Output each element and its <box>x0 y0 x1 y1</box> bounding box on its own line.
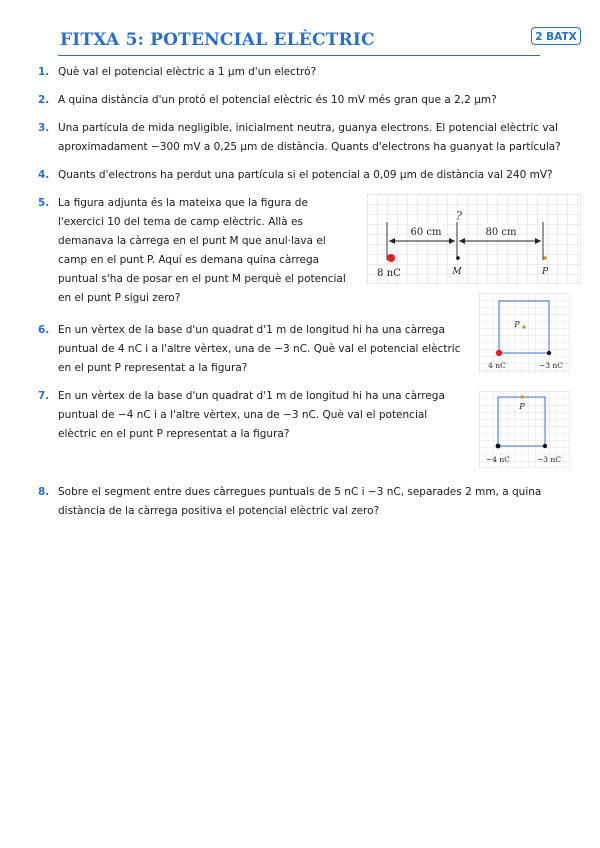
question-number: 4. <box>38 169 50 181</box>
point-m-label: M <box>452 267 462 277</box>
charge-right-dot <box>547 351 551 355</box>
question-number: 8. <box>38 486 50 498</box>
point-p-label: P <box>519 402 525 411</box>
point-p-label: P <box>514 320 520 329</box>
question-text: Què val el potencial elèctric a 1 µm d'un electró? <box>58 66 317 78</box>
point-m-dot <box>456 256 460 260</box>
point-p-dot <box>522 325 525 328</box>
distance-label-60: 60 cm <box>410 227 442 238</box>
question-8 <box>38 483 583 523</box>
level-badge: 2 BATX <box>531 27 581 45</box>
question-6 <box>38 321 468 381</box>
charge-right-dot <box>543 444 547 448</box>
question-number: 2. <box>38 94 50 106</box>
charge-right-label: −3 nC <box>536 455 562 464</box>
question-number: 7. <box>38 390 50 402</box>
title-underline <box>58 55 540 56</box>
question-1 <box>38 63 578 82</box>
question-text: Sobre el segment entre dues càrregues puntuals de 5 nC i −3 nC, separades 2 mm, a quina distància de la càrrega positiva el potencial elèctric val zero? <box>58 486 542 517</box>
charge-left-dot <box>496 350 502 356</box>
question-3 <box>38 119 583 157</box>
figure-5 <box>367 194 581 284</box>
question-2 <box>38 91 578 110</box>
point-p-dot <box>543 256 547 260</box>
charge-label: 8 nC <box>377 268 401 279</box>
question-text: En un vèrtex de la base d'un quadrat d'1 m de longitud hi ha una càrrega puntual de 4 nC i a l'altre vèrtex, una de −3 nC. Què val el potencial elèctric en el punt P representat a la figura? <box>58 324 461 374</box>
point-p-dot <box>520 395 523 398</box>
charge-left-dot <box>496 444 501 449</box>
page-title: FITXA 5: POTENCIAL ELÈCTRIC <box>60 30 375 50</box>
question-number: 3. <box>38 122 50 134</box>
question-text: La figura adjunta és la mateixa que la figura de l'exercici 10 del tema de camp elèctric. Allà es demanava la càrrega en el punt M que anul·lava el camp en el punt P. Aquí es demana quina càrrega puntual s'ha de posar en el punt M perquè el potencial en el punt P sigui zero? <box>58 197 346 304</box>
question-text: En un vèrtex de la base d'un quadrat d'1 m de longitud hi ha una càrrega puntual de −4 nC i a l'altre vèrtex, una de −3 nC. Què val el potencial elèctric en el punt P representat a la figura? <box>58 390 445 440</box>
question-number: 1. <box>38 66 50 78</box>
question-7 <box>38 387 468 447</box>
charge-left-label: 4 nC <box>488 361 506 370</box>
question-5 <box>38 194 358 312</box>
distance-label-80: 80 cm <box>485 227 517 238</box>
figure-6 <box>479 293 570 373</box>
point-p-label: P <box>541 267 549 277</box>
question-number: 5. <box>38 197 50 209</box>
figure-7 <box>479 391 570 468</box>
question-4 <box>38 166 583 185</box>
question-number: 6. <box>38 324 50 336</box>
unknown-mark: ? <box>455 209 463 223</box>
charge-left-label: −4 nC <box>485 455 511 464</box>
question-text: A quina distància d'un protó el potencial elèctric és 10 mV més gran que a 2,2 µm? <box>58 94 497 106</box>
charge-right-label: −3 nC <box>538 361 564 370</box>
charge-dot <box>387 254 395 262</box>
question-text: Quants d'electrons ha perdut una partícula si el potencial a 0,09 µm de distància val 240 mV? <box>58 169 553 181</box>
question-text: Una partícula de mida negligible, inicialment neutra, guanya electrons. El potencial elèctric val aproximadament −300 mV a 0,25 µm de distància. Quants d'electrons ha guanyat la partícula? <box>58 122 561 153</box>
